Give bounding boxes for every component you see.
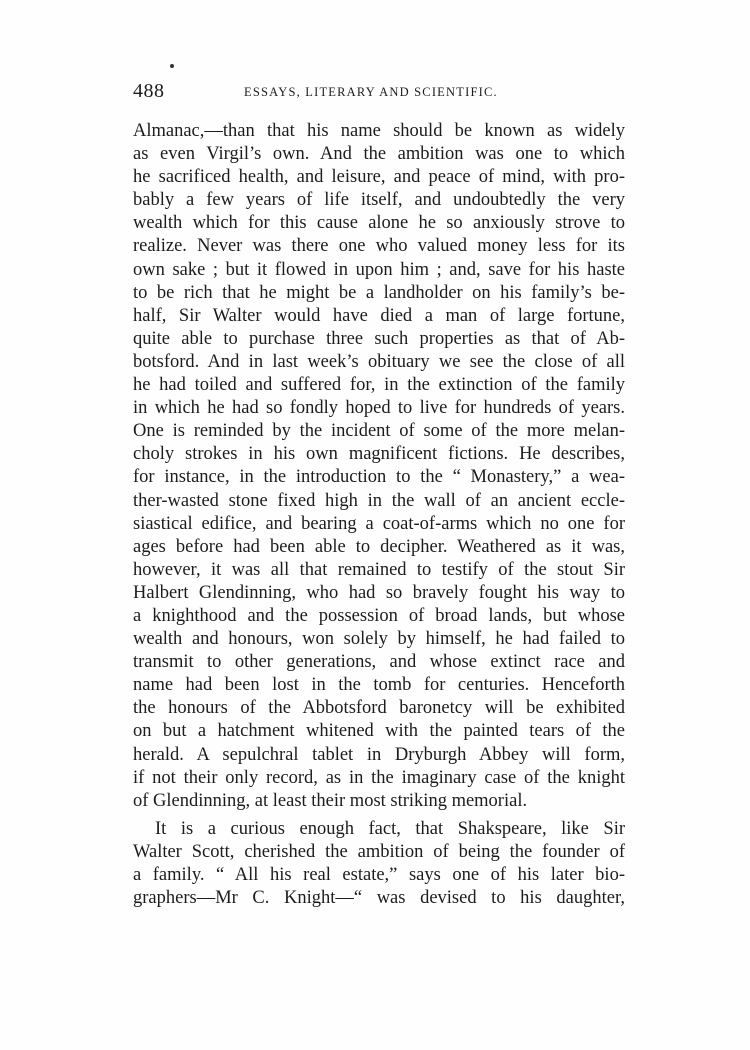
- text-line: in which he had so fondly hoped to live for hundreds of years.: [133, 398, 625, 419]
- text-line: the honours of the Abbotsford baronetcy will be exhibited: [133, 698, 625, 719]
- text-line: Halbert Glendinning, who had so bravely fought his way to: [133, 582, 625, 603]
- text-line: siastical edifice, and bearing a coat-of-arms which no one for: [133, 513, 625, 534]
- text-line: for instance, in the introduction to the “ Monastery,” a wea-: [133, 467, 625, 488]
- text-line: a family. “ All his real estate,” says one of his later bio-: [133, 865, 625, 885]
- text-line: bably a few years of life itself, and undoubtedly the very: [133, 190, 625, 211]
- text-line: transmit to other generations, and whose extinct race and: [133, 652, 625, 673]
- text-line: Almanac,—than that his name should be known as widely: [133, 121, 625, 141]
- text-line: if not their only record, as in the imaginary case of the knight: [133, 767, 625, 788]
- text-line: half, Sir Walter would have died a man of large fortune,: [133, 305, 625, 326]
- text-line: on but a hatchment whitened with the painted tears of the: [133, 721, 625, 742]
- text-line: graphers—Mr C. Knight—“ was devised to his daughter,: [133, 888, 625, 909]
- text-line: to be rich that he might be a landholder on his family’s be-: [133, 282, 625, 303]
- text-line: name had been lost in the tomb for centuries. Henceforth: [133, 675, 625, 696]
- text-line: however, it was all that remained to testify of the stout Sir: [133, 559, 625, 580]
- text-line: choly strokes in his own magnificent fictions. He describes,: [133, 444, 625, 465]
- text-line: ages before had been able to decipher. Weathered as it was,: [133, 536, 625, 557]
- text-line: as even Virgil’s own. And the ambition was one to which: [133, 144, 625, 165]
- text-line: ther-wasted stone fixed high in the wall of an ancient eccle-: [133, 490, 625, 511]
- text-line: wealth and honours, won solely by himself, he had failed to: [133, 629, 625, 650]
- page-number: 488: [133, 80, 165, 102]
- paragraph: [133, 818, 625, 910]
- running-title: ESSAYS, LITERARY AND SCIENTIFIC.: [244, 85, 498, 99]
- text-line: One is reminded by the incident of some of the more melan-: [133, 421, 625, 442]
- ink-speck: [170, 64, 174, 68]
- text-line: realize. Never was there one who valued money less for its: [133, 236, 625, 257]
- text-line: of Glendinning, at least their most striking memorial.: [133, 790, 528, 811]
- text-line: wealth which for this cause alone he so anxiously strove to: [133, 213, 625, 234]
- text-line: he sacrificed health, and leisure, and peace of mind, with pro-: [133, 167, 625, 188]
- text-line: It is a curious enough fact, that Shakspeare, like Sir: [155, 818, 625, 839]
- text-line: quite able to purchase three such properties as that of Ab-: [133, 328, 625, 349]
- body-text: [133, 120, 625, 910]
- paragraph: [133, 120, 625, 813]
- page-header: [133, 80, 633, 104]
- text-line: own sake ; but it flowed in upon him ; and, save for his haste: [133, 259, 625, 280]
- text-line: botsford. And in last week’s obituary we see the close of all: [133, 351, 625, 372]
- text-line: he had toiled and suffered for, in the extinction of the family: [133, 375, 625, 396]
- text-line: a knighthood and the possession of broad lands, but whose: [133, 605, 625, 626]
- text-line: herald. A sepulchral tablet in Dryburgh Abbey will form,: [133, 744, 625, 765]
- text-line: Walter Scott, cherished the ambition of being the founder of: [133, 841, 625, 862]
